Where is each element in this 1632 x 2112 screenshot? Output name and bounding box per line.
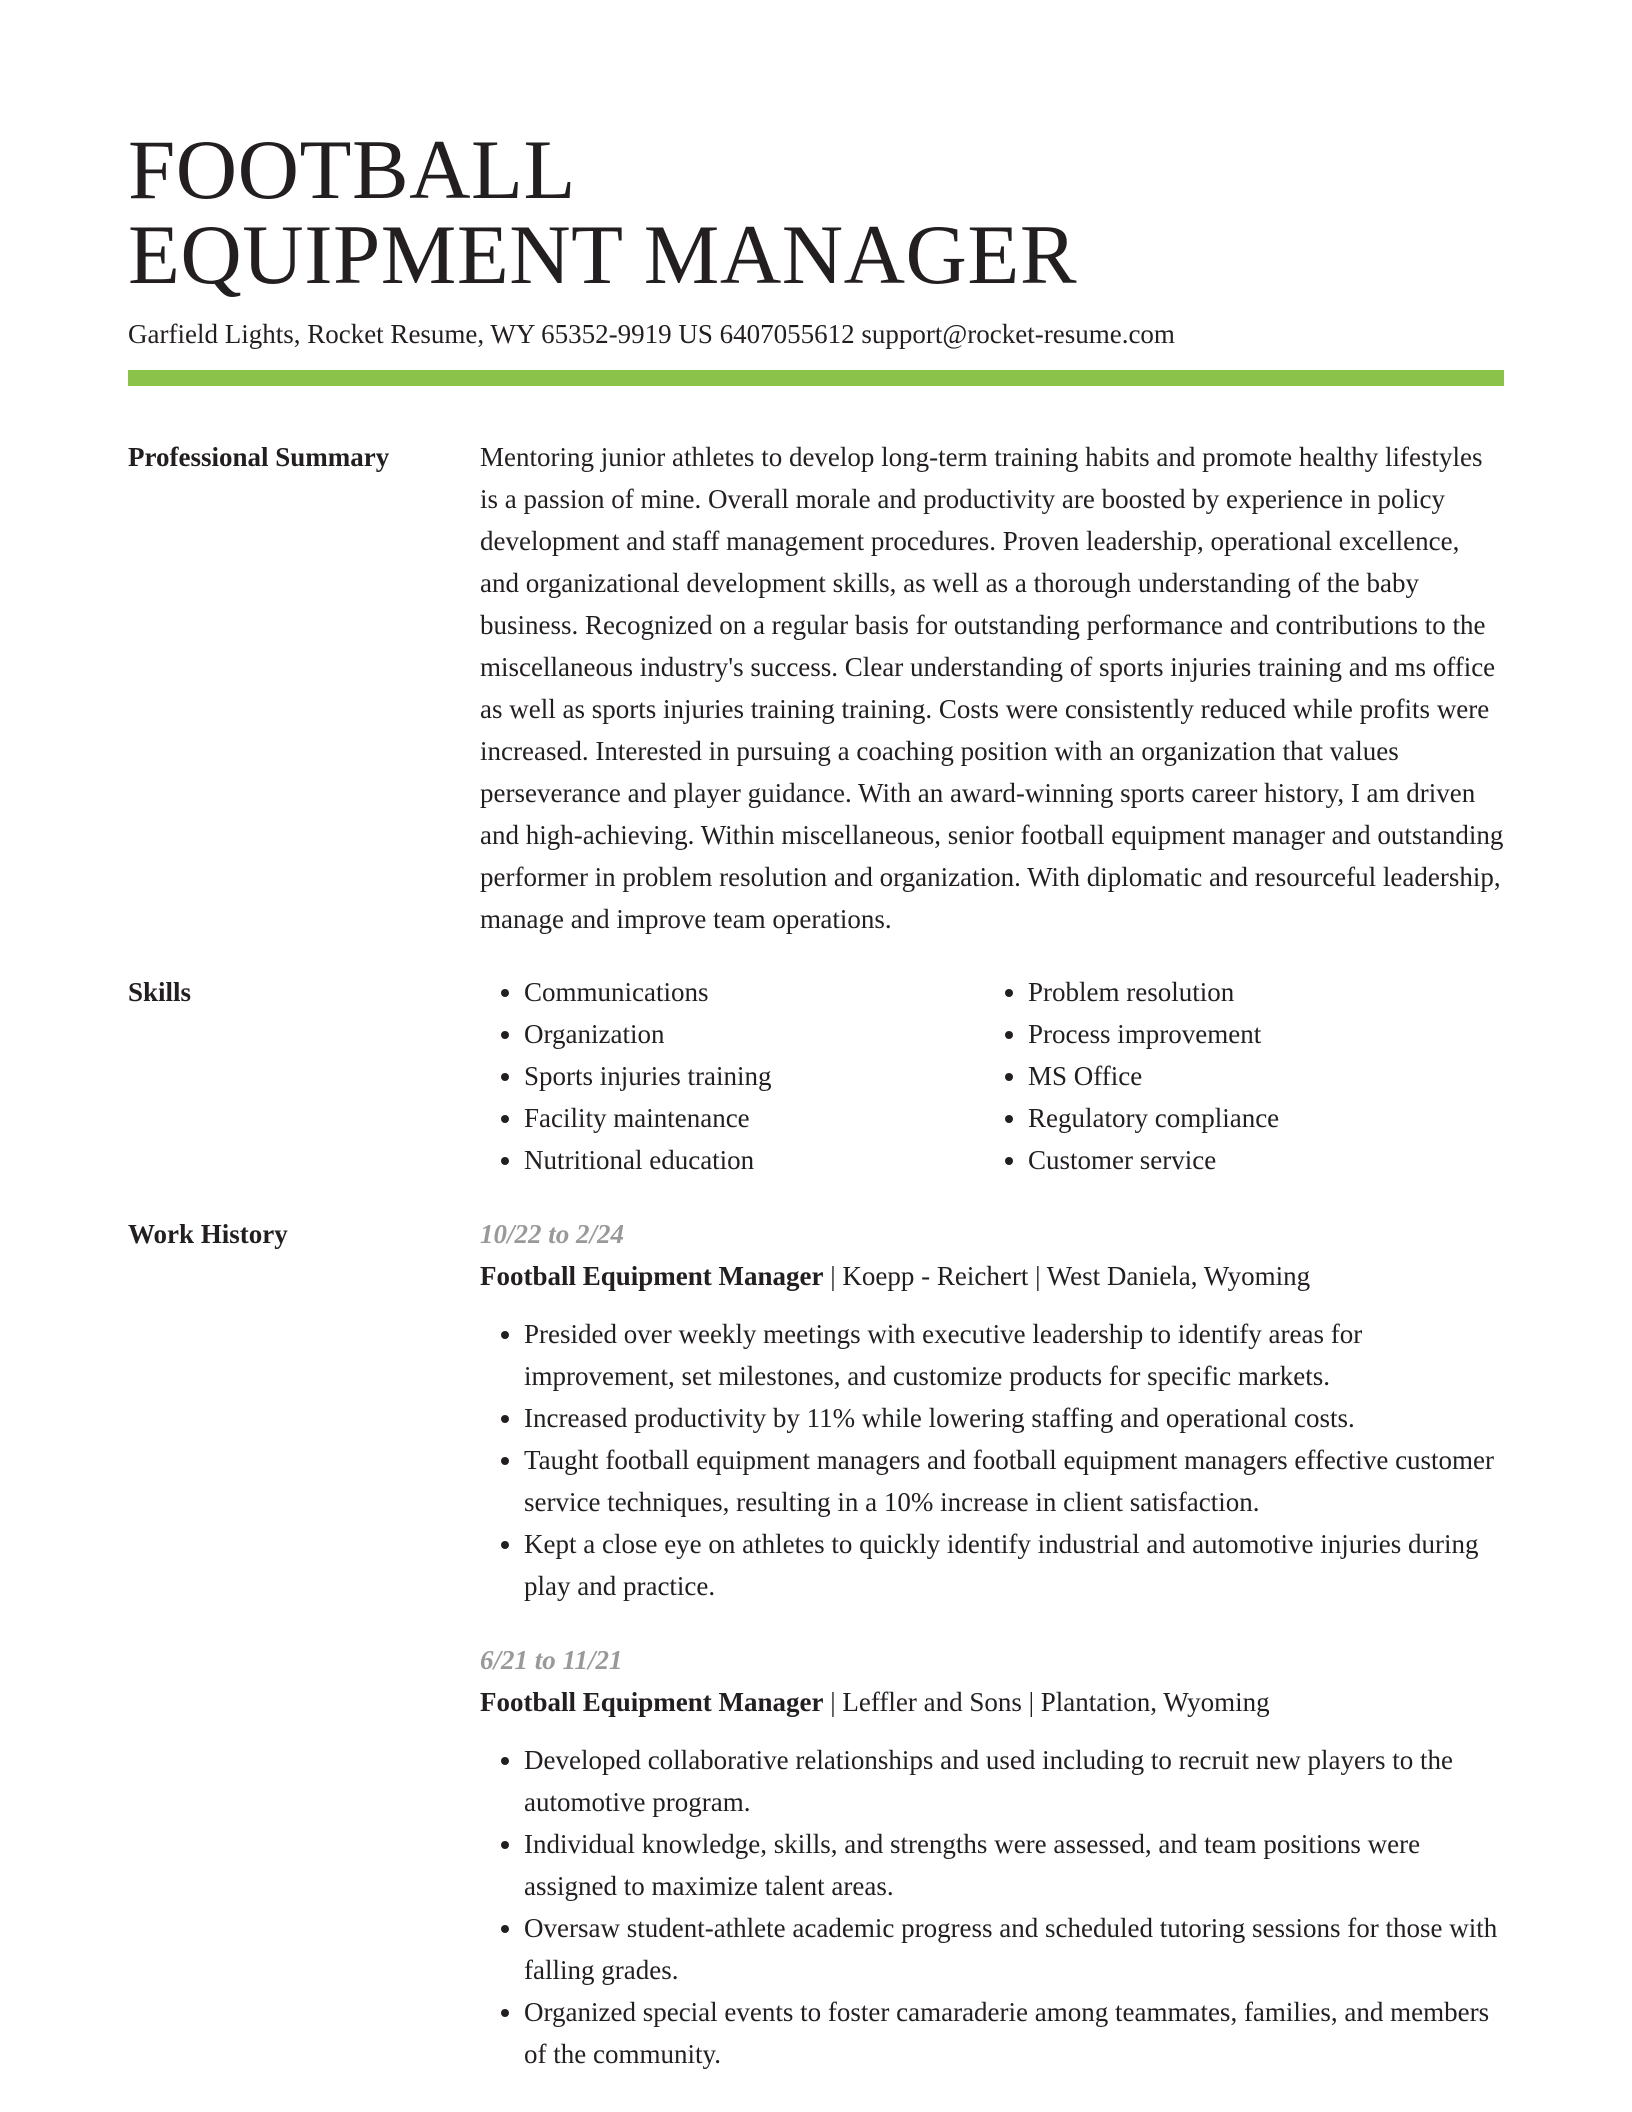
skill-item: • Nutritional education xyxy=(524,1139,984,1181)
job-dates: 6/21 to 11/21 xyxy=(480,1645,623,1675)
summary-text: Mentoring junior athletes to develop long-term training habits and promote healthy lifestyles is a passion of mine. Overall morale and productivity are boosted by experience in policy development and staff management procedures. Proven leadership, operational excellence, and organizational development skills, as well as a thorough understanding of the baby business. Recognized on a regular basis for outstanding performance and contributions to the miscellaneous industry's success. Clear understanding of sports injuries training and ms office as well as sports injuries training training. Costs were consistently reduced while profits were increased. Interested in pursuing a coaching position with an organization that values perseverance and player guidance. With an award-winning sports career history, I am driven and high-achieving. Within miscellaneous, senior football equipment manager and outstanding performer in problem resolution and organization. With diplomatic and resourceful leadership, manage and improve team operations. xyxy=(480,442,1504,934)
skill-item: • Communications xyxy=(524,971,984,1013)
resume-name xyxy=(128,0,1504,302)
skills-grid xyxy=(480,971,1504,1181)
skill-item: • Problem resolution xyxy=(1028,971,1488,1013)
section-title-skills: Skills xyxy=(128,977,192,1007)
header-divider xyxy=(128,370,1504,386)
skill-item: • Organization xyxy=(524,1013,984,1055)
skills-body xyxy=(480,971,1504,1181)
section-title-work-history: Work History xyxy=(128,1219,288,1249)
summary-section xyxy=(128,436,1504,940)
job-bullet: • Kept a close eye on athletes to quickly identify industrial and automotive injuries during play and practice. xyxy=(524,1523,1504,1607)
skills-section xyxy=(128,971,1504,1181)
job-bullet: • Increased productivity by 11% while lowering staffing and operational costs. xyxy=(524,1397,1504,1439)
job-bullet: • Oversaw student-athlete academic progress and scheduled tutoring sessions for those with falling grades. xyxy=(524,1907,1504,1991)
job-bullet: • Individual knowledge, skills, and strengths were assessed, and team positions were assigned to maximize talent areas. xyxy=(524,1823,1504,1907)
job-bullet: • Taught football equipment managers and football equipment managers effective customer service techniques, resulting in a 10% increase in client satisfaction. xyxy=(524,1439,1504,1523)
job-title: Football Equipment Manager xyxy=(480,1261,824,1291)
work-history-body xyxy=(480,1213,1504,2075)
job-entry xyxy=(480,1213,1504,1607)
job-dates: 10/22 to 2/24 xyxy=(480,1219,625,1249)
job-bullets xyxy=(480,1313,1504,1607)
summary-body xyxy=(480,436,1504,940)
contact-info: Garfield Lights, Rocket Resume, WY 65352-9919 US 6407055612 support@rocket-resume.com xyxy=(128,319,1175,349)
skills-list-right xyxy=(984,971,1488,1181)
skill-item: • Process improvement xyxy=(1028,1013,1488,1055)
job-heading xyxy=(480,1681,1504,1723)
skill-item: • Customer service xyxy=(1028,1139,1488,1181)
skill-item: • Regulatory compliance xyxy=(1028,1097,1488,1139)
job-entry xyxy=(480,1639,1504,2075)
job-bullets xyxy=(480,1739,1504,2075)
job-company-location: | Leffler and Sons | Plantation, Wyoming xyxy=(823,1687,1270,1717)
name-line-2: EQUIPMENT MANAGER xyxy=(128,208,1078,302)
resume-page xyxy=(128,0,1504,2075)
name-line-1: FOOTBALL xyxy=(128,123,576,217)
skill-item: • MS Office xyxy=(1028,1055,1488,1097)
work-history-section xyxy=(128,1213,1504,2075)
skills-list-left xyxy=(480,971,984,1181)
job-bullet: • Organized special events to foster camaraderie among teammates, families, and members of the community. xyxy=(524,1991,1504,2075)
skill-item: • Sports injuries training xyxy=(524,1055,984,1097)
job-bullet: • Developed collaborative relationships and used including to recruit new players to the automotive program. xyxy=(524,1739,1504,1823)
section-title-summary: Professional Summary xyxy=(128,442,390,472)
job-title: Football Equipment Manager xyxy=(480,1687,824,1717)
job-heading xyxy=(480,1255,1504,1297)
job-bullet: • Presided over weekly meetings with executive leadership to identify areas for improvement, set milestones, and customize products for specific markets. xyxy=(524,1313,1504,1397)
job-company-location: | Koepp - Reichert | West Daniela, Wyoming xyxy=(823,1261,1311,1291)
skill-item: • Facility maintenance xyxy=(524,1097,984,1139)
